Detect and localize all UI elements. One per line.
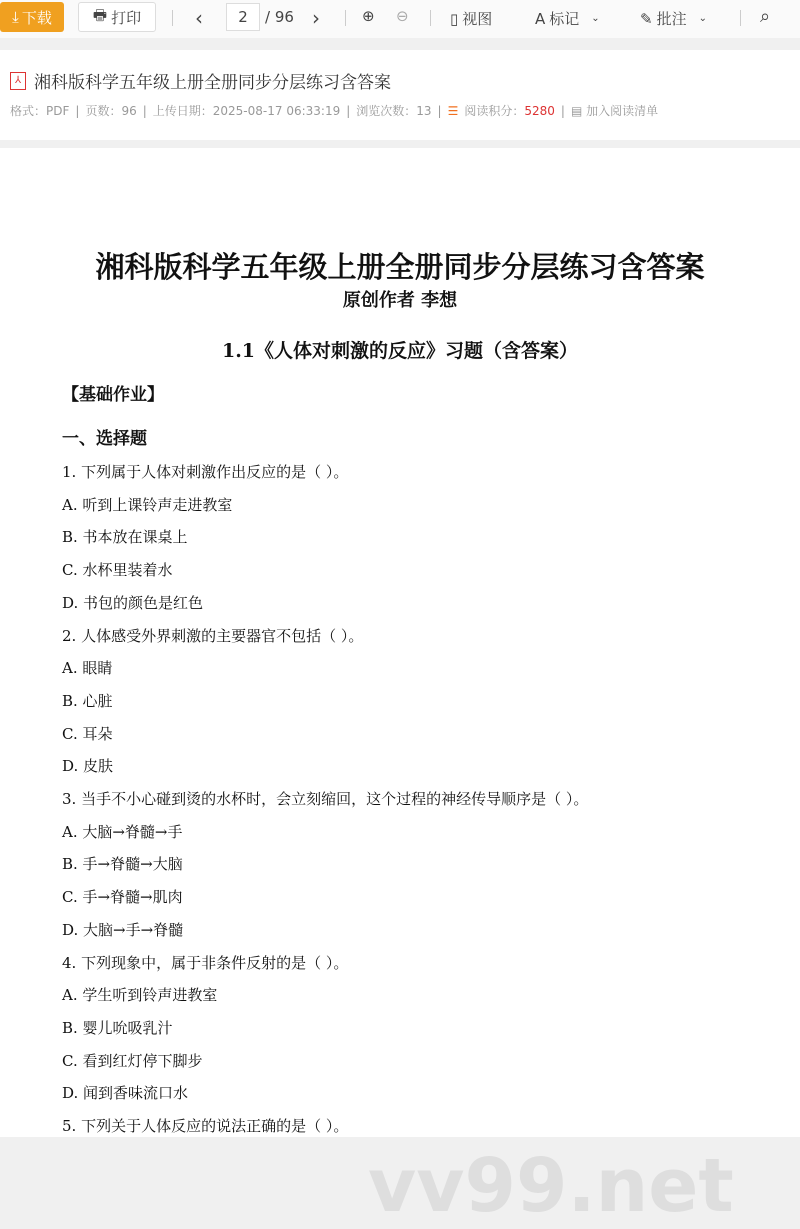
text-line: B. 心脏 xyxy=(62,691,113,710)
text-line: C. 水杯里装着水 xyxy=(62,561,173,580)
text-line: D. 皮肤 xyxy=(62,757,114,776)
text-line: D. 闻到香味流口水 xyxy=(62,1084,189,1103)
text-line: 4. 下列现象中，属于非条件反射的是（ ）。 xyxy=(62,953,349,972)
doc-author: 原创作者 李想 xyxy=(342,290,458,311)
pdf-icon: ⅄ xyxy=(10,72,26,90)
text-line: C. 手→脊髓→肌肉 xyxy=(62,888,183,907)
page-input[interactable] xyxy=(226,3,260,31)
view-button[interactable] xyxy=(450,8,492,29)
format: 格式：PDF xyxy=(10,104,70,118)
print-button[interactable] xyxy=(78,2,156,32)
document-page xyxy=(0,148,800,1229)
divider xyxy=(345,10,346,26)
divider xyxy=(172,10,173,26)
page-count: 页数：96 xyxy=(85,104,137,118)
highlighter-icon: A xyxy=(535,9,546,28)
mark-label: 标记 xyxy=(549,10,580,28)
zoom-in-icon[interactable]: ⊕ xyxy=(362,7,375,25)
points-value: 5280 xyxy=(524,104,555,118)
toolbar xyxy=(0,0,800,38)
text-line: 2. 人体感受外界刺激的主要器官不包括（ ）。 xyxy=(62,626,364,645)
view-count: 浏览次数：13 xyxy=(356,104,432,118)
annotate-label: 批注 xyxy=(656,10,687,28)
next-page-button[interactable]: › xyxy=(312,6,320,30)
download-icon: ⤓ xyxy=(12,8,19,26)
prev-page-button[interactable]: ‹ xyxy=(195,6,203,30)
text-line: B. 手→脊髓→大脑 xyxy=(62,855,183,874)
divider xyxy=(740,10,741,26)
part-heading: 一、选择题 xyxy=(62,429,147,449)
add-reading-list-button[interactable] xyxy=(571,102,658,119)
document-title: 湘科版科学五年级上册全册同步分层练习含答案 xyxy=(34,73,391,93)
text-line: C. 耳朵 xyxy=(62,724,113,743)
doc-title: 湘科版科学五年级上册全册同步分层练习含答案 xyxy=(95,250,705,284)
text-line: 5. 下列关于人体反应的说法正确的是（ ）。 xyxy=(62,1117,349,1135)
divider xyxy=(430,10,431,26)
document-info: ⅄ 湘科版科学五年级上册全册同步分层练习含答案 格式：PDF | 页数：96 | 上传日期：2025-08-17 06:33:19 | 浏览次数：13 | ☰ 阅读积分：5280 | ▤ 加入阅读清单 xyxy=(0,50,800,140)
annotate-button[interactable] xyxy=(640,8,707,29)
mark-button[interactable] xyxy=(535,8,600,29)
text-line: A. 学生听到铃声进教室 xyxy=(62,986,218,1005)
section-title: 1.1《人体对刺激的反应》习题（含答案） xyxy=(221,340,579,362)
download-label: 下载 xyxy=(21,8,52,27)
view-label: 视图 xyxy=(462,10,493,28)
print-label: 打印 xyxy=(111,8,142,27)
upload-date: 上传日期：2025-08-17 06:33:19 xyxy=(152,104,341,118)
text-line: C. 看到红灯停下脚步 xyxy=(62,1051,203,1070)
watermark: vv99.net xyxy=(368,1143,734,1229)
text-line: B. 婴儿吮吸乳汁 xyxy=(62,1018,173,1037)
coins-icon: ☰ xyxy=(447,103,459,118)
page-current: 2 xyxy=(238,8,248,26)
basic-heading: 【基础作业】 xyxy=(62,385,164,405)
search-icon[interactable]: ⌕ xyxy=(760,6,771,27)
text-line: A. 眼睛 xyxy=(62,659,113,678)
text-line: A. 大脑→脊髓→手 xyxy=(62,822,183,841)
chevron-down-icon: ⌄ xyxy=(591,13,600,24)
text-line: 3. 当手不小心碰到烫的水杯时，会立刻缩回，这个过程的神经传导顺序是（ ）。 xyxy=(62,790,589,808)
add-list-label: 加入阅读清单 xyxy=(586,104,659,118)
text-line: A. 听到上课铃声走进教室 xyxy=(62,495,233,514)
zoom-out-icon[interactable]: ⊖ xyxy=(396,7,409,25)
text-line: D. 书包的颜色是红色 xyxy=(62,593,204,612)
text-line: D. 大脑→手→脊髓 xyxy=(62,920,184,939)
page-total: / 96 xyxy=(265,8,294,26)
download-button[interactable] xyxy=(0,2,64,32)
printer-icon: 🖶 xyxy=(92,5,108,24)
points-label: 阅读积分： xyxy=(464,104,525,118)
pen-icon: ✎ xyxy=(640,9,653,28)
text-line: 1. 下列属于人体对刺激作出反应的是（ ）。 xyxy=(62,463,349,481)
clipboard-icon: ▤ xyxy=(570,104,583,118)
view-icon: ▯ xyxy=(450,9,459,28)
text-line: B. 书本放在课桌上 xyxy=(62,528,188,547)
chevron-down-icon: ⌄ xyxy=(698,13,707,24)
